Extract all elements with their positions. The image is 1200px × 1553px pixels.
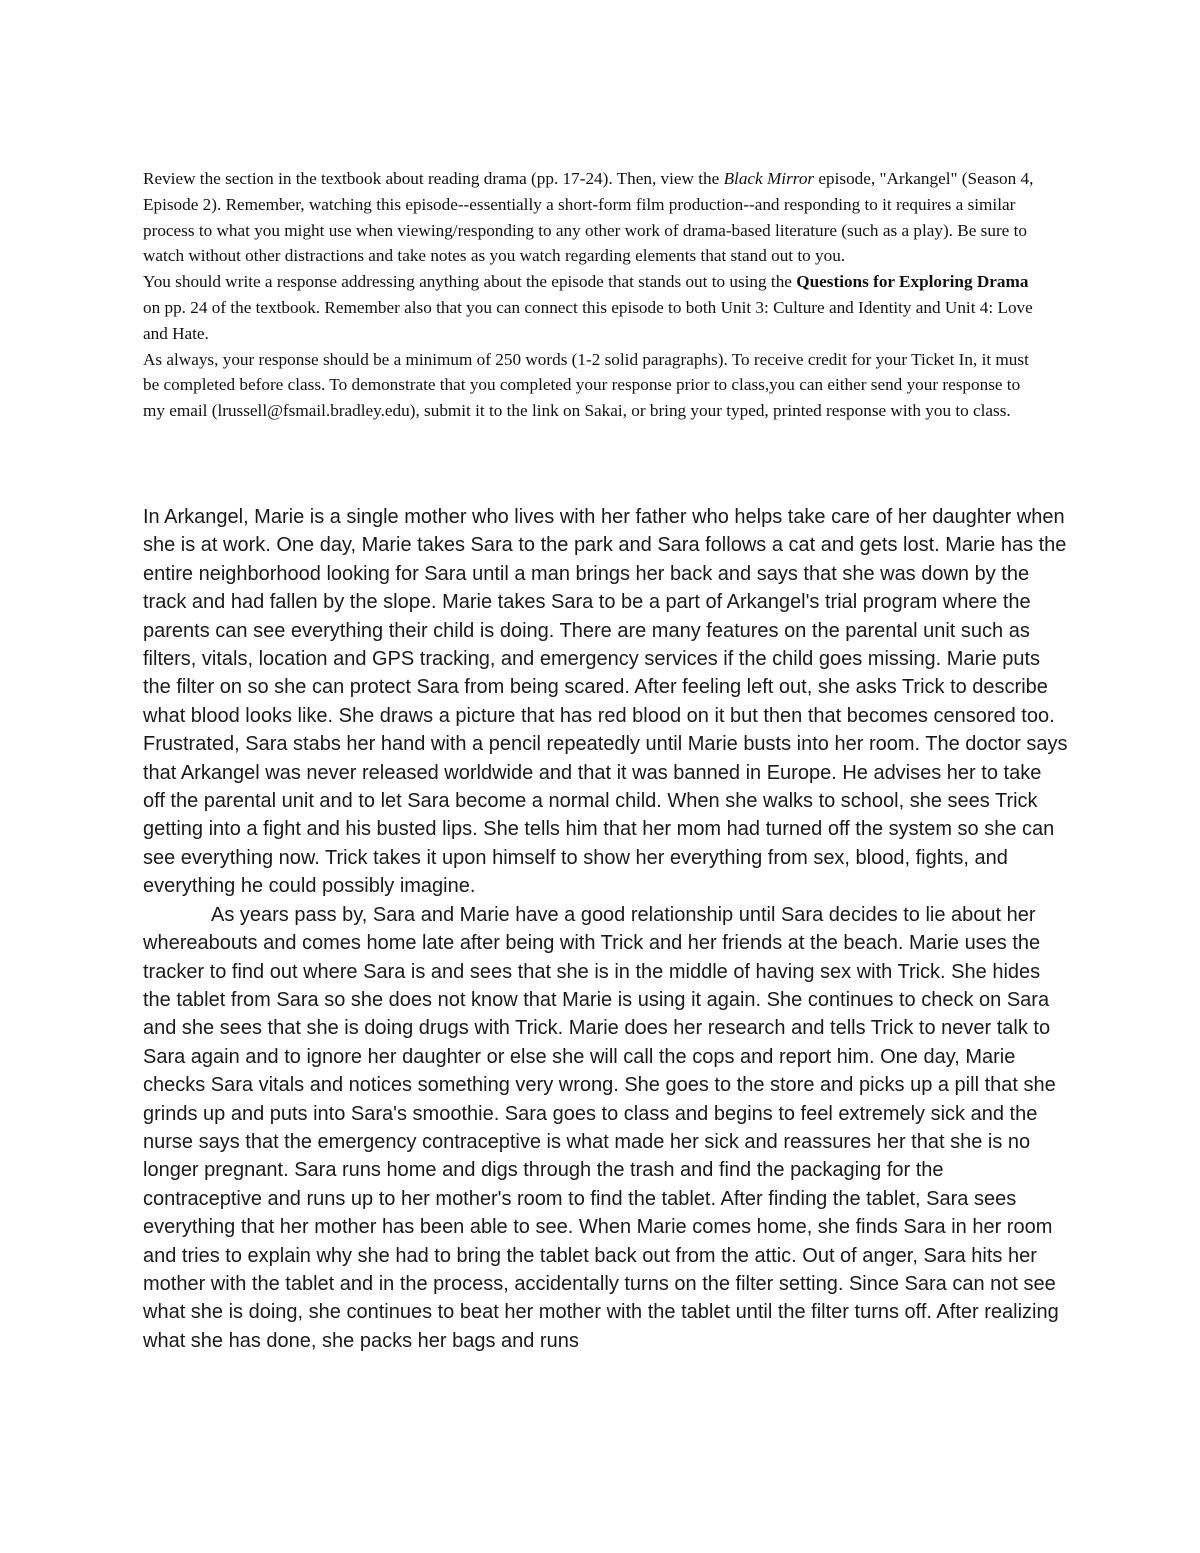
prompt-paragraph-3: As always, your response should be a minimum of 250 words (1-2 solid paragraphs). To receive credit for your Ticket In, it must be completed before class. To demonstrate that you completed your response prior to class,you can either send your response to my email (lrussell@fsmail.bradley.edu), submit it to the link on Sakai, or bring your typed, printed response with you to class.: [143, 349, 1029, 421]
prompt-text: Review the section in the textbook about reading drama (pp. 17-24). Then, view the: [143, 169, 724, 188]
prompt-text: episode, "Arkangel" (Season 4, Episode 2). Remember, watching this episode--essentially a short-form film production--and responding to it requires a similar process to what you might use when viewing/responding to any other work of drama-based literature (such as a play). Be sure to watch without other distractions and take notes as you watch regarding elements that stand out to you.: [143, 169, 1034, 266]
response-paragraph-1: In Arkangel, Marie is a single mother who lives with her father who helps take care of her daughter when she is at work. One day, Marie takes Sara to the park and Sara follows a cat and gets lost. Marie has the entire neighborhood looking for Sara until a man brings her back and says that she was down by the track and had fallen by the slope. Marie takes Sara to be a part of Arkangel's trial program where the parents can see everything their child is doing. There are many features on the parental unit such as filters, vitals, location and GPS tracking, and emergency services if the child goes missing. Marie puts the filter on so she can protect Sara from being scared. After feeling left out, she asks Trick to describe what blood looks like. She draws a picture that has red blood on it but then that becomes censored too. Frustrated, Sara stabs her hand with a pencil repeatedly until Marie busts into her room. The doctor says that Arkangel was never released worldwide and that it was banned in Europe. He advises her to take off the parental unit and to let Sara become a normal child. When she walks to school, she sees Trick getting into a fight and his busted lips. She tells him that her mom had turned off the system so she can see everything now. Trick takes it upon himself to show her everything from sex, blood, fights, and everything he could possibly imagine.: [143, 506, 1068, 898]
response-paragraph-2: As years pass by, Sara and Marie have a good relationship until Sara decides to lie about her whereabouts and comes home late after being with Trick and her friends at the beach. Marie uses the tracker to find out where Sara is and sees that she is in the middle of having sex with Trick. She hides the tablet from Sara so she does not know that Marie is using it again. She continues to check on Sara and she sees that she is doing drugs with Trick. Marie does her research and tells Trick to never talk to Sara again and to ignore her daughter or else she will call the cops and report him. One day, Marie checks Sara vitals and notices something very wrong. She goes to the store and picks up a pill that she grinds up and puts into Sara's smoothie. Sara goes to class and begins to feel extremely sick and the nurse says that the emergency contraceptive is what made her sick and reassures her that she is no longer pregnant. Sara runs home and digs through the trash and find the packaging for the contraceptive and runs up to her mother's room to find the tablet. After finding the tablet, Sara sees everything that her mother has been able to see. When Marie comes home, she finds Sara in her room and tries to explain why she had to bring the tablet back out from the attic. Out of anger, Sara hits her mother with the tablet and in the process, accidentally turns on the filter setting. Since Sara can not see what she is doing, she continues to beat her mother with the tablet until the filter turns off. After realizing what she has done, she packs her bags and runs: [143, 903, 1059, 1352]
prompt-text: on pp. 24 of the textbook. Remember also that you can connect this episode to both Unit 3: Culture and Identity and Unit 4: Love and Hate.: [143, 297, 1033, 343]
assignment-prompt: [143, 166, 1043, 424]
prompt-text: You should write a response addressing anything about the episode that stands out to using the: [143, 272, 797, 292]
prompt-paragraph-2: [143, 269, 1043, 346]
prompt-paragraph-1: [143, 166, 1043, 269]
student-response: [143, 503, 1068, 1355]
questions-reference: Questions for Exploring Drama: [796, 272, 1029, 292]
show-title: Black Mirror: [723, 169, 815, 188]
